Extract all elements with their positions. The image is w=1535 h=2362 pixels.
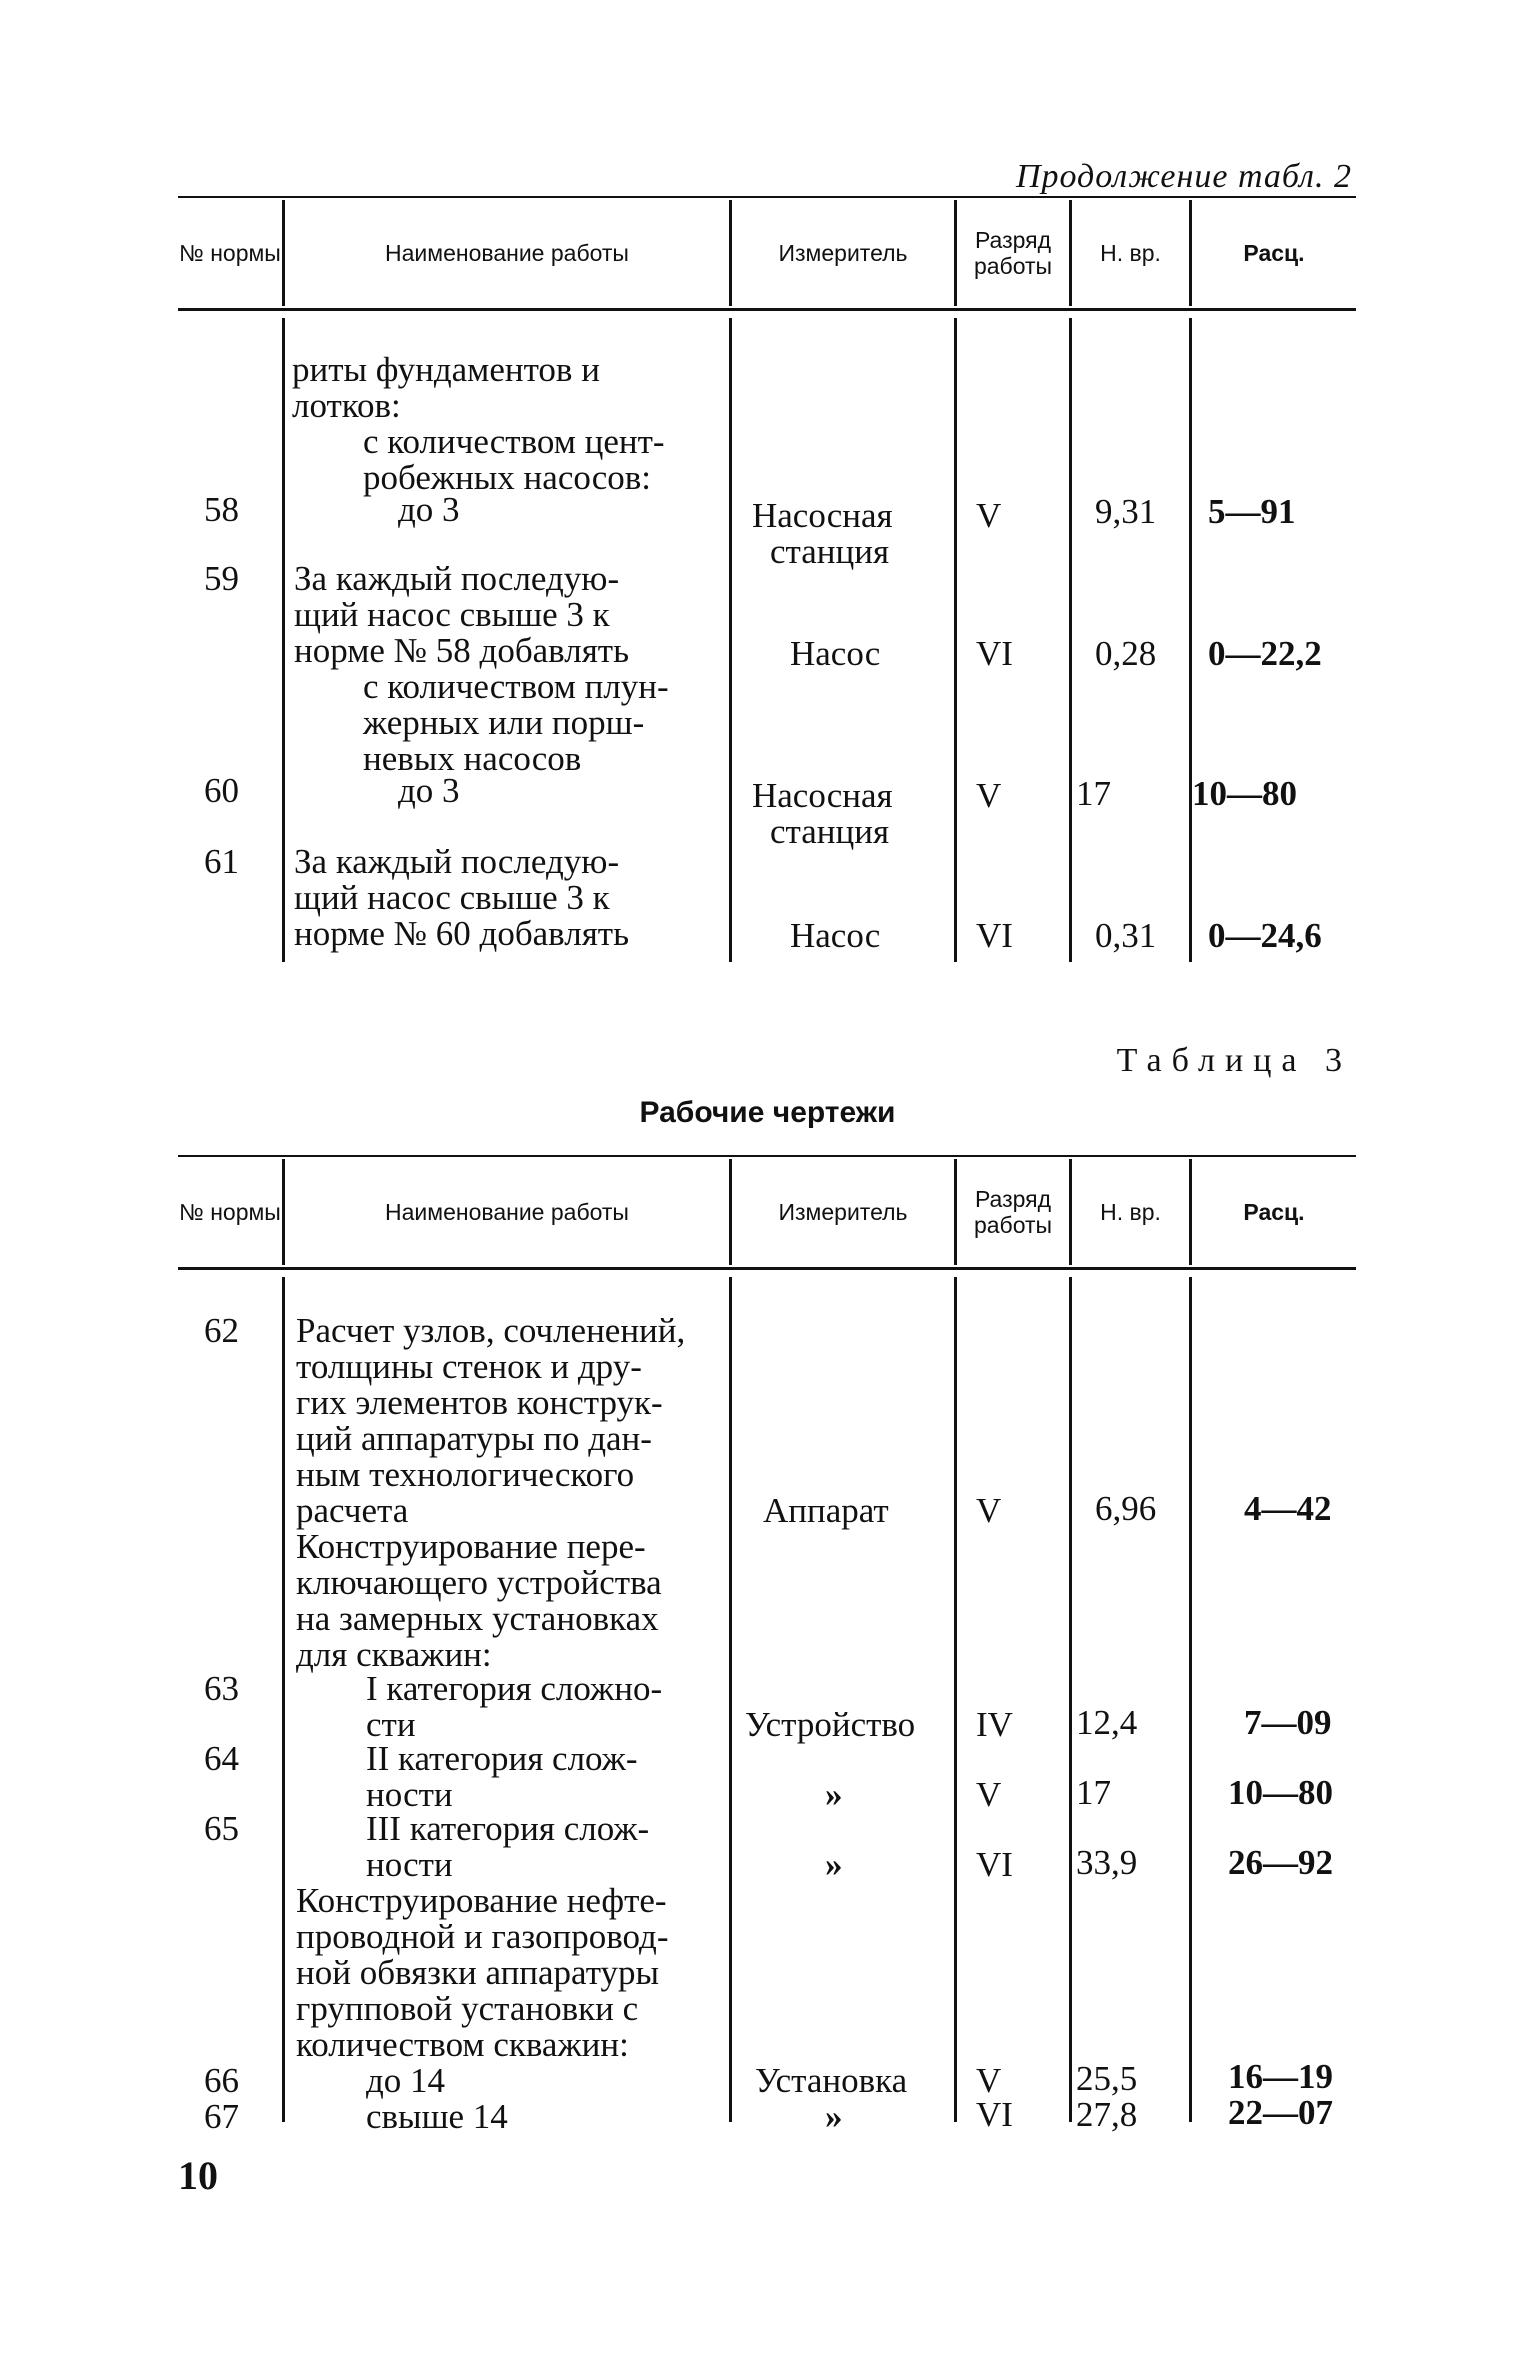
work-name-line: За каждый последую- [294, 559, 620, 598]
work-name-line: сти [366, 1705, 416, 1744]
work-name-line: толщины стенок и дру- [296, 1347, 642, 1386]
rate-cell: 0—24,6 [1208, 916, 1322, 955]
column-divider [282, 1277, 285, 2122]
header-grade: Разряд работы [973, 226, 1053, 279]
table-3 [178, 1155, 1356, 2135]
work-name-line: групповой установки с [296, 1989, 639, 2028]
rate-cell: 16—19 [1228, 2057, 1333, 2096]
table-title: Рабочие чертежи [639, 1096, 896, 1129]
norm-number: 58 [204, 490, 239, 529]
work-name-line: до 14 [366, 2061, 446, 2100]
rate-cell: 5—91 [1208, 492, 1296, 531]
work-name-line: Расчет узлов, сочленений, [296, 1311, 686, 1350]
column-divider [1189, 318, 1192, 962]
work-name-line: риты фундаментов и [292, 350, 600, 389]
work-name-line: для скважин: [296, 1635, 492, 1674]
header-grade: Разряд работы [973, 1185, 1053, 1238]
grade-cell: V [976, 2061, 1002, 2100]
time-norm-cell: 17 [1076, 774, 1111, 813]
time-norm-cell: 27,8 [1076, 2095, 1138, 2134]
rate-cell: 26—92 [1228, 1843, 1333, 1882]
work-name-line: жерных или порш- [363, 703, 645, 742]
work-name-line: Конструирование пере- [296, 1527, 646, 1566]
header-norm-no: № нормы [179, 1198, 281, 1225]
rate-cell: 10—80 [1228, 1773, 1333, 1812]
norm-number: 60 [204, 771, 239, 810]
time-norm-cell: 6,96 [1095, 1489, 1157, 1528]
header-work-name: Наименование работы [385, 239, 629, 266]
work-name-line: лотков: [292, 386, 401, 425]
work-name-line: невых насосов [363, 739, 582, 778]
norm-number: 64 [204, 1739, 239, 1778]
work-name-line: ности [366, 1775, 453, 1814]
header-bottom-rule [178, 1267, 1356, 1270]
header-work-name: Наименование работы [385, 1198, 629, 1225]
header-time-norm: Н. вр. [1100, 1198, 1161, 1225]
unit-cell: станция [770, 812, 890, 851]
norm-number: 62 [204, 1311, 239, 1350]
table-2-continued [178, 196, 1356, 966]
header-time-norm: Н. вр. [1100, 239, 1161, 266]
column-divider [954, 318, 957, 962]
unit-ditto-mark: » [825, 1845, 843, 1884]
work-name-line: ности [366, 1845, 453, 1884]
work-name-line: проводной и газопровод- [296, 1917, 669, 1956]
header-unit: Измеритель [778, 1198, 908, 1225]
norm-number: 61 [204, 842, 239, 881]
rate-cell: 4—42 [1244, 1489, 1332, 1528]
table-top-rule [178, 196, 1356, 198]
table-label: Таблица 3 [1116, 1042, 1352, 1079]
grade-cell: V [976, 1491, 1002, 1530]
column-divider [1069, 1277, 1072, 2122]
work-name-line: с количеством цент- [363, 422, 665, 461]
work-name-line: свыше 14 [366, 2097, 508, 2136]
unit-ditto-mark: » [825, 1775, 843, 1814]
time-norm-cell: 0,31 [1095, 916, 1157, 955]
time-norm-cell: 9,31 [1095, 492, 1157, 531]
rate-cell: 7—09 [1244, 1703, 1332, 1742]
work-name-line: норме № 60 добавлять [294, 914, 630, 953]
header-bottom-rule [178, 308, 1356, 311]
unit-cell: Насосная [752, 496, 893, 535]
grade-cell: VI [976, 634, 1013, 673]
time-norm-cell: 33,9 [1076, 1843, 1138, 1882]
work-name-line: гих элементов конструк- [296, 1383, 663, 1422]
work-name-line: щий насос свыше 3 к [294, 595, 610, 634]
work-name-line: Конструирование нефте- [296, 1881, 667, 1920]
work-name-line: норме № 58 добавлять [294, 631, 630, 670]
grade-cell: IV [976, 1705, 1013, 1744]
page-number: 10 [178, 2153, 218, 2198]
time-norm-cell: 17 [1076, 1773, 1111, 1812]
work-name-line: ной обвязки аппаратуры [296, 1953, 660, 1992]
work-name-line: до 3 [398, 771, 460, 810]
work-name-line: до 3 [398, 490, 460, 529]
grade-cell: VI [976, 2095, 1013, 2134]
time-norm-cell: 25,5 [1076, 2059, 1138, 2098]
table-top-rule [178, 1155, 1356, 1157]
time-norm-cell: 0,28 [1095, 634, 1157, 673]
grade-cell: V [976, 496, 1002, 535]
column-divider [954, 1277, 957, 2122]
unit-cell: Насосная [752, 776, 893, 815]
grade-cell: V [976, 776, 1002, 815]
column-divider [729, 318, 732, 962]
unit-cell: Насос [790, 916, 881, 955]
work-name-line: II категория слож- [366, 1739, 638, 1778]
header-norm-no: № нормы [179, 239, 281, 266]
work-name-line: расчета [296, 1491, 409, 1530]
work-name-line: I категория сложно- [366, 1669, 663, 1708]
work-name-line: робежных насосов: [363, 458, 652, 497]
work-name-line: ным технологического [296, 1455, 635, 1494]
norm-number: 63 [204, 1669, 239, 1708]
column-divider [1069, 318, 1072, 962]
column-divider [282, 318, 285, 962]
unit-cell: Насос [790, 634, 881, 673]
norm-number: 67 [204, 2097, 239, 2136]
work-name-line: щий насос свыше 3 к [294, 878, 610, 917]
work-name-line: на замерных установках [296, 1599, 659, 1638]
work-name-line: ций аппаратуры по дан- [296, 1419, 652, 1458]
norm-number: 66 [204, 2061, 239, 2100]
column-divider [1189, 1277, 1192, 2122]
unit-cell: станция [770, 532, 890, 571]
work-name-line: с количеством плун- [363, 667, 669, 706]
unit-cell: Устройство [745, 1705, 916, 1744]
rate-cell: 10—80 [1192, 774, 1297, 813]
work-name-line: За каждый последую- [294, 842, 620, 881]
rate-cell: 22—07 [1228, 2093, 1333, 2132]
grade-cell: VI [976, 916, 1013, 955]
unit-cell: Установка [755, 2061, 908, 2100]
norm-number: 65 [204, 1809, 239, 1848]
continuation-label: Продолжение табл. 2 [1015, 158, 1352, 195]
column-divider [729, 1277, 732, 2122]
unit-cell: Аппарат [763, 1491, 889, 1530]
unit-ditto-mark: » [825, 2097, 843, 2136]
grade-cell: VI [976, 1845, 1013, 1884]
work-name-line: количеством скважин: [296, 2025, 629, 2064]
rate-cell: 0—22,2 [1208, 634, 1322, 673]
norm-number: 59 [204, 559, 239, 598]
grade-cell: V [976, 1775, 1002, 1814]
header-unit: Измеритель [778, 239, 908, 266]
work-name-line: ключающего устройства [296, 1563, 662, 1602]
work-name-line: III категория слож- [366, 1809, 650, 1848]
header-rate: Расц. [1243, 239, 1305, 266]
time-norm-cell: 12,4 [1076, 1703, 1138, 1742]
header-rate: Расц. [1243, 1198, 1305, 1225]
